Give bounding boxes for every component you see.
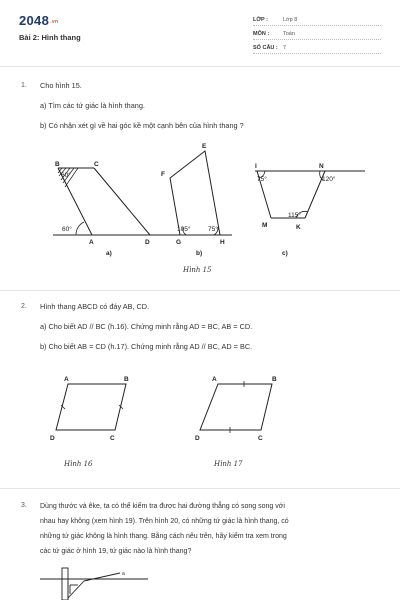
point-label: D (195, 435, 200, 442)
point-label: A (64, 376, 69, 383)
question-number: 3. (21, 502, 27, 509)
point-label: B (124, 376, 129, 383)
count-label: SỐ CÂU : (253, 45, 278, 51)
site-logo[interactable]: 2048.vn (19, 13, 59, 28)
header-divider (0, 66, 400, 67)
count-value: 7 (283, 45, 287, 51)
question-divider (0, 488, 400, 489)
question-text: Hình thang ABCD có đáy AB, CD. (40, 302, 150, 311)
question-text-line: nhau hay không (xem hình 19). Trên hình 20, có những tứ giác là hình thang, có (40, 518, 289, 525)
point-label: C (258, 435, 263, 442)
figure-caption: Hình 16 (64, 460, 93, 468)
figure-caption: Hình 17 (214, 460, 243, 468)
question-text: Cho hình 15. (40, 81, 82, 90)
point-label: A (89, 239, 94, 246)
angle-label: 60° (62, 226, 72, 233)
lesson-title: Bài 2: Hình thang (19, 33, 81, 42)
angle-label: 60° (61, 172, 71, 179)
subject-label: MÔN : (253, 31, 270, 37)
question-part: a) Cho biết AD // BC (h.16). Chứng minh rằng AD = BC, AB = CD. (40, 322, 253, 331)
point-label: C (94, 161, 99, 168)
figure-sublabel: c) (282, 250, 288, 257)
figure-16-17 (40, 370, 300, 450)
point-label: H (220, 239, 225, 246)
question-number: 1. (21, 82, 27, 89)
point-label: K (296, 224, 301, 231)
point-label: D (50, 435, 55, 442)
point-label: N (319, 163, 324, 170)
angle-label: 75° (208, 226, 218, 233)
question-part: b) Có nhận xét gì về hai góc kề một cạnh bên của hình thang ? (40, 121, 244, 130)
meta-divider (253, 53, 381, 54)
point-label: M (262, 222, 268, 229)
figure-15 (40, 138, 370, 278)
point-label: B (55, 161, 60, 168)
angle-label: 115° (288, 212, 301, 219)
point-label: a (122, 571, 125, 577)
question-text-line: những tứ giác không là hình thang. Bằng cách nêu trên, hãy kiểm tra xem trong (40, 533, 287, 540)
question-text-line: Dùng thước và êke, ta có thể kiểm tra được hai đường thẳng có song song với (40, 503, 285, 510)
figure-19-partial (40, 565, 150, 600)
question-part: b) Cho biết AB = CD (h.17). Chứng minh rằng AD // BC, AD = BC. (40, 342, 253, 351)
point-label: I (255, 163, 257, 170)
question-divider (0, 290, 400, 291)
class-value: Lớp 8 (283, 17, 298, 23)
point-label: D (145, 239, 150, 246)
point-label: C (110, 435, 115, 442)
angle-label: 75° (257, 176, 267, 183)
figure-caption: Hình 15 (183, 266, 212, 274)
question-text-line: các tứ giác ở hình 19, tứ giác nào là hình thang? (40, 548, 192, 555)
class-label: LỚP : (253, 17, 268, 23)
subject-value: Toán (283, 31, 295, 37)
point-label: F (161, 171, 165, 178)
meta-divider (253, 39, 381, 40)
point-label: E (202, 143, 207, 150)
point-label: G (176, 239, 182, 246)
angle-label: 120° (322, 176, 336, 183)
figure-sublabel: b) (196, 250, 203, 257)
point-label: B (272, 376, 277, 383)
meta-divider (253, 25, 381, 26)
figure-sublabel: a) (106, 250, 112, 257)
question-part: a) Tìm các tứ giác là hình thang. (40, 101, 145, 110)
question-number: 2. (21, 303, 27, 310)
point-label: A (212, 376, 217, 383)
angle-label: 105° (177, 226, 191, 233)
